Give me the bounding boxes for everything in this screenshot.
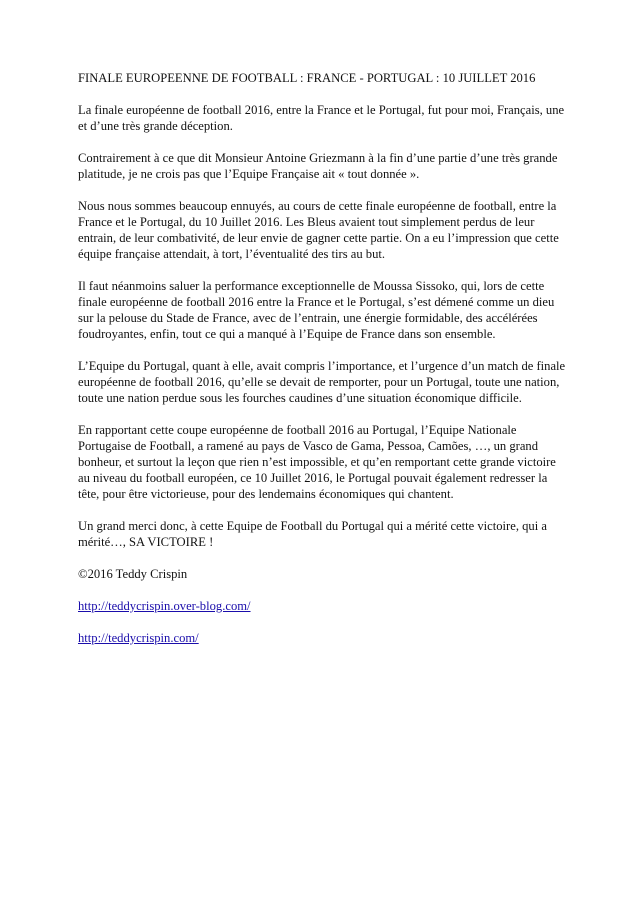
blog-link[interactable]: http://teddycrispin.over-blog.com/ xyxy=(78,599,251,613)
paragraph-boredom: Nous nous sommes beaucoup ennuyés, au cours de cette finale européenne de football, entre la France et le Portugal, du 10 Juillet 2016. Les Bleus avaient tout simplement perdus de leur entrain, de leur combativité, de leur envie de gagner cette partie. On a eu l’impression que cette équipe française attendait, à tort, l’éventualité des tirs au but. xyxy=(78,199,559,261)
website-link[interactable]: http://teddycrispin.com/ xyxy=(78,631,199,645)
signature: ©2016 Teddy Crispin xyxy=(78,567,188,581)
document-title: FINALE EUROPEENNE DE FOOTBALL : FRANCE - PORTUGAL : 10 JUILLET 2016 xyxy=(78,71,536,85)
link-paragraph-site xyxy=(78,630,568,646)
paragraph-portugal-team: L’Equipe du Portugal, quant à elle, avait compris l’importance, et l’urgence d’un match de finale européenne de football 2016, qu’elle se devait de remporter, pour un Portugal, toute une nation, toute une nation perdue sous les fourches caudines d’une situation économique difficile. xyxy=(78,359,566,405)
paragraph-sissoko: Il faut néanmoins saluer la performance exceptionnelle de Moussa Sissoko, qui, lors de cette finale européenne de football 2016 entre la France et le Portugal, s’est démené comme un dieu sur la pelouse du Stade de France, avec de l’entrain, une énergie formidable, des accélérées foudroyantes, enfin, tout ce qui a manqué à l’Equipe de France dans son ensemble. xyxy=(78,279,555,341)
paragraph-thanks: Un grand merci donc, à cette Equipe de Football du Portugal qui a mérité cette victoire, qui a mérité…, SA VICTOIRE ! xyxy=(78,519,547,549)
link-paragraph-blog xyxy=(78,598,568,614)
paragraph-victory-meaning: En rapportant cette coupe européenne de football 2016 au Portugal, l’Equipe Nationale Portugaise de Football, a ramené au pays de Vasco de Gama, Pessoa, Camões, …, un grand bonheur, et surtout la leçon que rien n’est impossible, et qu’en remportant cette grande victoire au niveau du football européen, ce 10 Juillet 2016, le Portugal pouvait également redresser la tête, pour être victorieuse, pour des lendemains économiques qui chantent. xyxy=(78,423,556,501)
paragraph-griezmann: Contrairement à ce que dit Monsieur Antoine Griezmann à la fin d’une partie d’une très grande platitude, je ne crois pas que l’Equipe Française ait « tout donnée ». xyxy=(78,151,558,181)
paragraph-disappointment: La finale européenne de football 2016, entre la France et le Portugal, fut pour moi, Français, une et d’une très grande déception. xyxy=(78,103,565,133)
